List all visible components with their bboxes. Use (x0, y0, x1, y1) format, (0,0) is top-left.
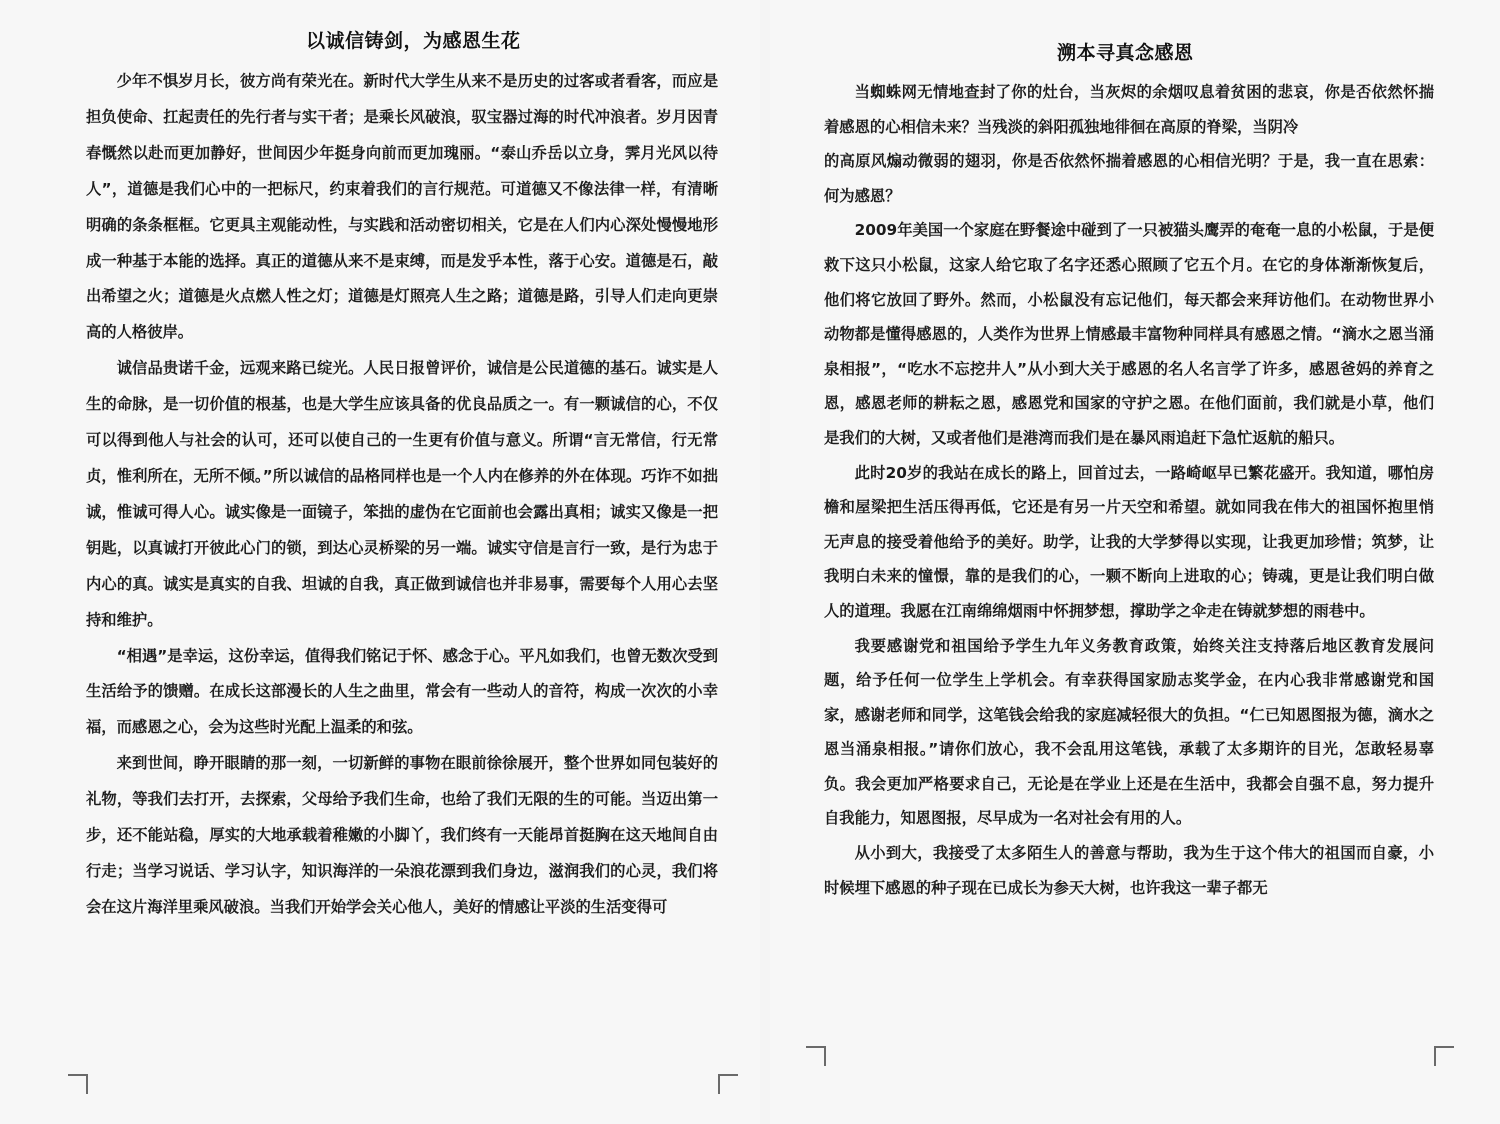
body-text (824, 75, 1434, 905)
body-text (86, 64, 718, 926)
page-title: 溯本寻真念感恩 (1057, 42, 1194, 64)
right-page (770, 0, 1500, 1124)
paragraph: 此时20岁的我站在成长的路上，回首过去，一路崎岖早已繁花盛开。我知道，哪怕房檐和屋梁把生活压得再低，它还是有另一片天空和希望。就如同我在伟大的祖国怀抱里悄无声息的接受着他给予的美好。助学，让我的大学梦得以实现，让我更加珍惜；筑梦，让我明白未来的憧憬，靠的是我们的心，一颗不断向上进取的心；铸魂，更是让我们明白做人的道理。我愿在江南绵绵烟雨中怀拥梦想，撑助学之伞走在铸就梦想的雨巷中。 (824, 463, 1434, 620)
paragraph: 我要感谢党和祖国给予学生九年义务教育政策，始终关注支持落后地区教育发展问题，给予任何一位学生上学机会。有幸获得国家励志奖学金，在内心我非常感谢党和国家，感谢老师和同学，这笔钱会给我的家庭减轻很大的负担。“仁已知恩图报为德，滴水之恩当涌泉相报。”请你们放心，我不会乱用这笔钱，承载了太多期许的目光，怎敢轻易辜负。我会更加严格要求自己，无论是在学业上还是在生活中，我都会自强不息，努力提升自我能力，知恩图报，尽早成为一名对社会有用的人。 (824, 636, 1434, 828)
paragraph: 来到世间，睁开眼睛的那一刻，一切新鲜的事物在眼前徐徐展开，整个世界如同包装好的礼物，等我们去打开，去探索，父母给予我们生命，也给了我们无限的生的可能。当迈出第一步，还不能站稳，厚实的大地承载着稚嫩的小脚丫，我们终有一天能昂首挺胸在这天地间自由行走；当学习说话、学习认字，知识海洋的一朵浪花漂到我们身边，滋润我们的心灵，我们将会在这片海洋里乘风破浪。当我们开始学会关心他人，美好的情感让平淡的生活变得可 (86, 754, 718, 916)
paragraph: 诚信品贵诺千金，远观来路已绽光。人民日报曾评价，诚信是公民道德的基石。诚实是人生的命脉，是一切价值的根基，也是大学生应该具备的优良品质之一。有一颗诚信的心，不仅可以得到他人与社会的认可，还可以使自己的一生更有价值与意义。所谓“言无常信，行无常贞，惟利所在，无所不倾。”所以诚信的品格同样也是一个人内在修养的外在体现。巧诈不如拙诚，惟诚可得人心。诚实像是一面镜子，笨拙的虚伪在它面前也会露出真相；诚实又像是一把钥匙，以真诚打开彼此心门的锁，到达心灵桥梁的另一端。诚实守信是言行一致，是行为忠于内心的真。诚实是真实的自我、坦诚的自我，真正做到诚信也并非易事，需要每个人用心去坚持和维护。 (86, 359, 718, 629)
crop-mark-bottom-right (1434, 1046, 1454, 1066)
paragraph: 从小到大，我接受了太多陌生人的善意与帮助，我为生于这个伟大的祖国而自豪，小时候埋下感恩的种子现在已成长为参天大树，也许我这一辈子都无 (824, 844, 1434, 897)
paragraph: “相遇”是幸运，这份幸运，值得我们铭记于怀、感念于心。平凡如我们，也曾无数次受到生活给予的馈赠。在成长这部漫长的人生之曲里，常会有一些动人的音符，构成一次次的小幸福，而感恩之心，会为这些时光配上温柔的和弦。 (86, 646, 718, 737)
paragraph: 当蜘蛛网无情地查封了你的灶台，当灰烬的余烟叹息着贫困的悲哀，你是否依然怀揣着感恩的心相信未来？当残淡的斜阳孤独地徘徊在高原的脊梁，当阴冷 (824, 83, 1434, 136)
crop-mark-bottom-left (806, 1046, 826, 1066)
crop-mark-bottom-right (718, 1074, 738, 1094)
paragraph: 少年不惧岁月长，彼方尚有荣光在。新时代大学生从来不是历史的过客或者看客，而应是担负使命、扛起责任的先行者与实干者；是乘长风破浪，驭宝器过海的时代冲浪者。岁月因青春慨然以赴而更加静好，世间因少年挺身向前而更加瑰丽。“泰山乔岳以立身，霁月光风以待人”，道德是我们心中的一把标尺，约束着我们的言行规范。可道德又不像法律一样，有清晰明确的条条框框。它更具主观能动性，与实践和活动密切相关，它是在人们内心深处慢慢地形成一种基于本能的选择。真正的道德从来不是束缚，而是发乎本性，落于心安。道德是石，敲出希望之火；道德是火点燃人性之灯；道德是灯照亮人生之路；道德是路，引导人们走向更崇高的人格彼岸。 (86, 72, 718, 342)
paragraph: 2009年美国一个家庭在野餐途中碰到了一只被猫头鹰弄的奄奄一息的小松鼠，于是便救下这只小松鼠，这家人给它取了名字还悉心照顾了它五个月。在它的身体渐渐恢复后，他们将它放回了野外。然而，小松鼠没有忘记他们，每天都会来拜访他们。在动物世界小动物都是懂得感恩的，人类作为世界上情感最丰富物种同样具有感恩之情。“滴水之恩当涌泉相报”，“吃水不忘挖井人”从小到大关于感恩的名人名言学了许多，感恩爸妈的养育之恩，感恩老师的耕耘之恩，感恩党和国家的守护之恩。在他们面前，我们就是小草，他们是我们的大树，又或者他们是港湾而我们是在暴风雨追赶下急忙返航的船只。 (824, 221, 1434, 447)
paragraph-continuation: 的高原风煽动微弱的翅羽，你是否依然怀揣着感恩的心相信光明？于是，我一直在思索：何为感恩？ (824, 152, 1434, 205)
crop-mark-bottom-left (68, 1074, 88, 1094)
page-title: 以诚信铸剑，为感恩生花 (306, 30, 521, 52)
